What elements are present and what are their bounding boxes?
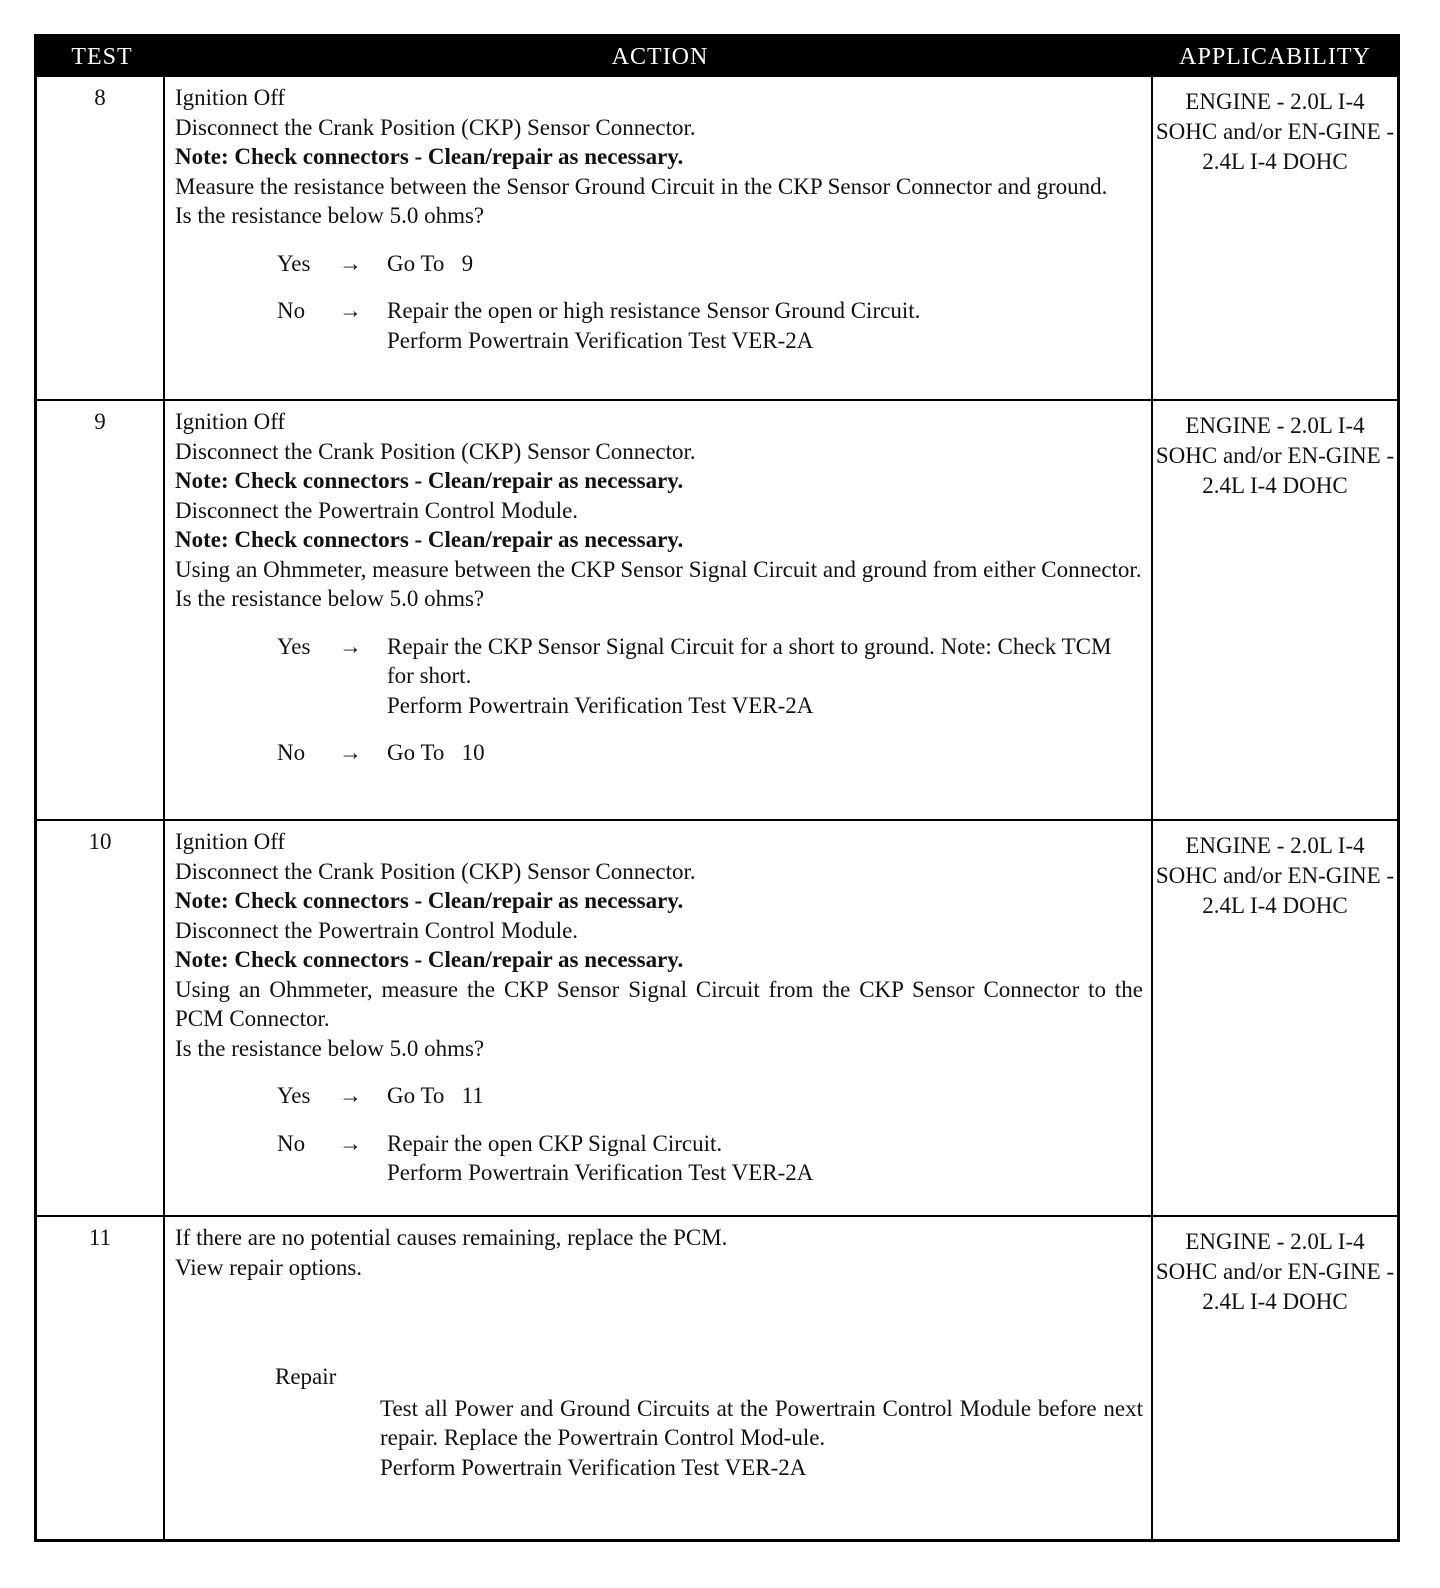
action-line: Disconnect the Powertrain Control Module. xyxy=(175,917,579,943)
yes-text: Go To 11 xyxy=(387,1083,484,1108)
repair-text-line: Test all Power and Ground Circuits at the Powertrain Control Module before next repair. Replace the Powertrain Control Mod-ule. xyxy=(380,1395,1143,1450)
no-label: No xyxy=(277,740,306,765)
action-question: Is the resistance below 5.0 ohms? xyxy=(175,1035,485,1061)
no-text xyxy=(387,1129,1143,1188)
test-number: 9 xyxy=(37,401,165,819)
yes-text-line: Repair the CKP Sensor Signal Circuit for a short to ground. Note: Check TCM for short. xyxy=(387,633,1112,688)
repair-text xyxy=(380,1394,1143,1483)
action-cell xyxy=(165,77,1153,399)
diagnostic-table xyxy=(34,34,1400,1542)
no-label: No xyxy=(277,298,306,323)
table-row-test-9 xyxy=(37,399,1397,819)
table-header xyxy=(37,37,1397,77)
table-row-test-10 xyxy=(37,819,1397,1215)
yes-text xyxy=(387,632,1143,721)
no-text-line: Perform Powertrain Verification Test VER-2A xyxy=(387,1160,814,1185)
applicability-cell: ENGINE - 2.0L I-4 SOHC and/or EN-GINE - 2.4L I-4 DOHC xyxy=(1155,89,1395,174)
yes-label: Yes xyxy=(277,1083,311,1108)
action-line: Using an Ohmmeter, measure the CKP Sensor Signal Circuit from the CKP Sensor Connector to the PCM Connector. xyxy=(175,976,1143,1031)
action-line: If there are no potential causes remaining, replace the PCM. xyxy=(175,1225,728,1250)
yes-text: Go To 9 xyxy=(387,250,474,276)
arrow-icon: → xyxy=(339,250,362,276)
no-result xyxy=(175,296,1143,355)
action-question: Is the resistance below 5.0 ohms? xyxy=(175,586,485,611)
arrow-icon: → xyxy=(339,1130,362,1156)
repair-label: Repair xyxy=(275,1364,337,1389)
action-note: Note: Check connectors - Clean/repair as necessary. xyxy=(175,947,684,972)
arrow-icon: → xyxy=(339,1083,362,1108)
yes-label: Yes xyxy=(277,633,311,659)
action-note: Note: Check connectors - Clean/repair as necessary. xyxy=(175,468,684,493)
action-line: Using an Ohmmeter, measure between the CKP Sensor Signal Circuit and ground from either Connector. xyxy=(175,556,1142,582)
action-line: Measure the resistance between the Sensor Ground Circuit in the CKP Sensor Connector and ground. xyxy=(175,173,1108,199)
no-result xyxy=(175,738,1143,768)
applicability-cell: ENGINE - 2.0L I-4 SOHC and/or EN-GINE - 2.4L I-4 DOHC xyxy=(1155,833,1395,918)
action-line: Ignition Off xyxy=(175,409,286,434)
no-text-line: Repair the open CKP Signal Circuit. xyxy=(387,1130,723,1156)
no-label: No xyxy=(277,1130,306,1156)
action-cell xyxy=(165,821,1153,1215)
header-applicability: APPLICABILITY xyxy=(1179,43,1371,70)
action-note: Note: Check connectors - Clean/repair as necessary. xyxy=(175,888,684,913)
action-question: Is the resistance below 5.0 ohms? xyxy=(175,203,485,228)
arrow-icon: → xyxy=(339,298,362,323)
no-text xyxy=(387,296,1143,355)
applicability-cell: ENGINE - 2.0L I-4 SOHC and/or EN-GINE - 2.4L I-4 DOHC xyxy=(1155,1229,1395,1314)
no-result xyxy=(175,1129,1143,1188)
action-line: Disconnect the Crank Position (CKP) Sensor Connector. xyxy=(175,858,696,884)
no-text-line: Perform Powertrain Verification Test VER-2A xyxy=(387,327,814,353)
no-text-line: Repair the open or high resistance Sensor Ground Circuit. xyxy=(387,298,921,323)
yes-result xyxy=(175,632,1143,721)
action-line: Disconnect the Crank Position (CKP) Sensor Connector. xyxy=(175,114,696,140)
yes-result xyxy=(175,1081,1143,1111)
yes-label: Yes xyxy=(277,250,311,276)
no-text: Go To 10 xyxy=(387,740,485,765)
action-cell xyxy=(165,401,1153,819)
action-line: View repair options. xyxy=(175,1254,363,1280)
arrow-icon: → xyxy=(339,633,362,659)
test-number: 8 xyxy=(37,77,165,399)
repair-text-line: Perform Powertrain Verification Test VER-2A xyxy=(380,1454,807,1480)
action-note: Note: Check connectors - Clean/repair as necessary. xyxy=(175,144,684,169)
test-number: 11 xyxy=(37,1217,165,1539)
yes-text-line: Perform Powertrain Verification Test VER-2A xyxy=(387,692,814,718)
action-line: Ignition Off xyxy=(175,829,286,854)
action-line: Disconnect the Crank Position (CKP) Sensor Connector. xyxy=(175,438,696,464)
applicability-cell: ENGINE - 2.0L I-4 SOHC and/or EN-GINE - 2.4L I-4 DOHC xyxy=(1155,413,1395,498)
action-note: Note: Check connectors - Clean/repair as necessary. xyxy=(175,527,684,552)
test-number: 10 xyxy=(37,821,165,1215)
header-action: ACTION xyxy=(611,43,709,70)
yes-result xyxy=(175,249,1143,279)
arrow-icon: → xyxy=(339,740,362,765)
table-row-test-11 xyxy=(37,1215,1397,1539)
table-row-test-8 xyxy=(37,77,1397,399)
action-line: Disconnect the Powertrain Control Module. xyxy=(175,497,579,523)
header-test: TEST xyxy=(71,43,133,70)
action-line: Ignition Off xyxy=(175,85,286,110)
action-cell xyxy=(165,1217,1153,1539)
